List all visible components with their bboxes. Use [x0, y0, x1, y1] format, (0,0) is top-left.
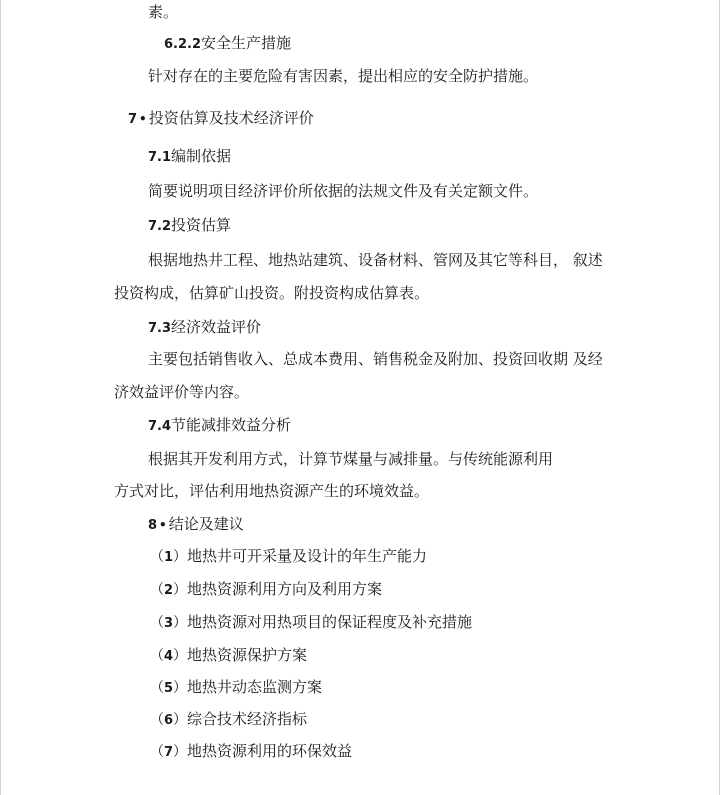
- section-title: 节能减排效益分析: [171, 416, 292, 434]
- paragraph: 简要说明项目经济评价所依据的法规文件及有关定额文件。: [148, 182, 539, 200]
- paragraph-line: 济效益评价等内容。: [114, 383, 250, 401]
- section-title: 安全生产措施: [201, 34, 292, 52]
- paragraph-line: 根据地热井工程、地热站建筑、设备材料、管网及其它等科目， 叙述: [148, 251, 603, 269]
- section-number: 7: [128, 112, 138, 127]
- list-item: （7）地热资源利用的环保效益: [150, 742, 353, 760]
- paragraph-line: 根据其开发利用方式，计算节煤量与减排量。与传统能源利用: [148, 450, 554, 468]
- bullet-separator: •: [139, 112, 147, 126]
- list-item: （6）综合技术经济指标: [150, 710, 308, 728]
- section-title: 结论及建议: [168, 515, 244, 533]
- section-number: 7.2: [148, 219, 172, 234]
- section-number: 8: [148, 518, 158, 533]
- list-item: （3）地热资源对用热项目的保证程度及补充措施: [150, 613, 473, 631]
- heading-7-4: [148, 415, 291, 437]
- text-fragment: 素。: [148, 3, 179, 21]
- paragraph-line: 主要包括销售收入、总成本费用、销售税金及附加、投资回收期 及经: [148, 350, 603, 368]
- section-title: 投资估算: [171, 216, 232, 234]
- section-title: 投资估算及技术经济评价: [148, 109, 314, 127]
- section-number: 7.1: [148, 150, 172, 165]
- bullet-separator: •: [159, 518, 167, 532]
- heading-6-2-2: [164, 33, 291, 55]
- page-left-border: [0, 0, 1, 795]
- paragraph-line: 方式对比，评估利用地热资源产生的环境效益。: [114, 482, 430, 500]
- heading-7-1: [148, 146, 231, 168]
- section-number: 6.2.2: [164, 37, 202, 52]
- list-item: （4）地热资源保护方案: [150, 646, 308, 664]
- heading-7-2: [148, 215, 231, 237]
- section-title: 编制依据: [171, 147, 232, 165]
- section-number: 7.3: [148, 321, 172, 336]
- heading-7: [128, 108, 314, 130]
- heading-7-3: [148, 317, 261, 339]
- paragraph-line: 投资构成，估算矿山投资。附投资构成估算表。: [114, 284, 430, 302]
- list-item: （2）地热资源利用方向及利用方案: [150, 580, 383, 598]
- section-number: 7.4: [148, 419, 172, 434]
- list-item: （5）地热井动态监测方案: [150, 678, 323, 696]
- section-title: 经济效益评价: [171, 318, 262, 336]
- heading-8: [148, 514, 244, 536]
- list-item: （1）地热井可开采量及设计的年生产能力: [150, 547, 428, 565]
- paragraph: 针对存在的主要危险有害因素，提出相应的安全防护措施。: [148, 67, 539, 85]
